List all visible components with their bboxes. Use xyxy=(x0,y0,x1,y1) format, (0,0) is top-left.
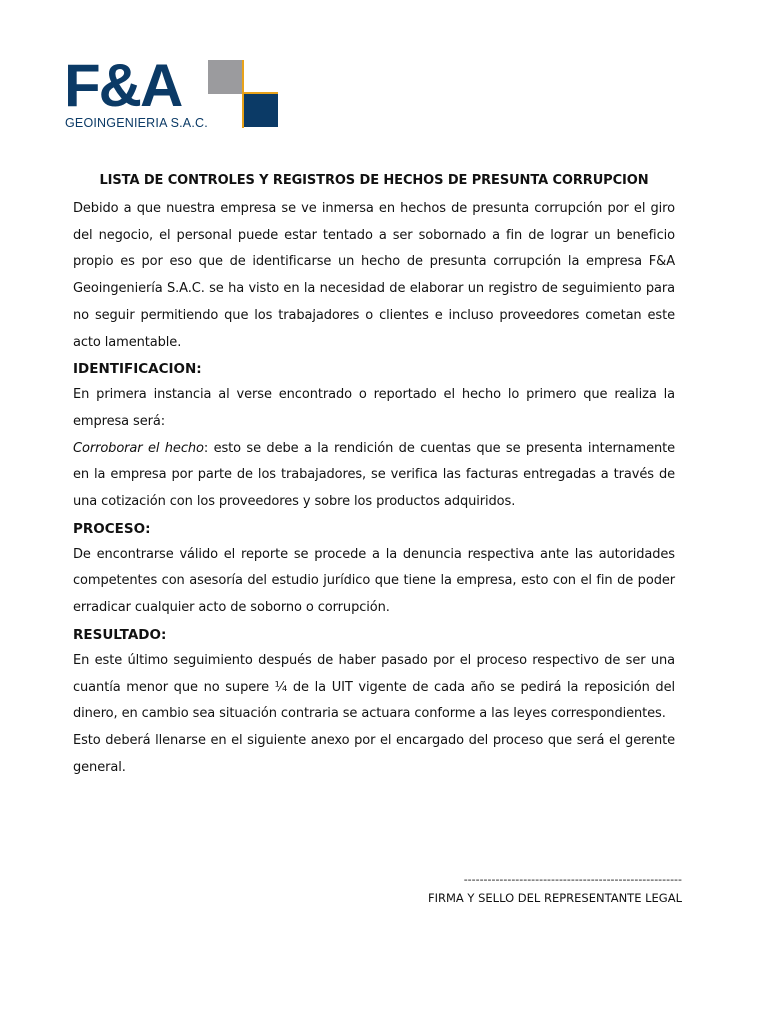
identificacion-paragraph-2-text: : esto se debe a la rendición de cuentas que se presenta internamente en la empresa por parte de los trabajadores, se verifica las facturas entregadas a través de una cotización con los proveedores y sobre los productos adquiridos. xyxy=(73,440,675,510)
document-body xyxy=(73,170,675,781)
identificacion-paragraph-2 xyxy=(73,436,675,516)
document-title: LISTA DE CONTROLES Y REGISTROS DE HECHOS DE PRESUNTA CORRUPCION xyxy=(99,173,649,188)
signature-block xyxy=(420,872,682,908)
section-heading-resultado: RESULTADO: xyxy=(73,626,167,643)
identificacion-paragraph-1: En primera instancia al verse encontrado o reportado el hecho lo primero que realiza la empresa será: xyxy=(73,387,675,429)
section-heading-identificacion: IDENTIFICACION: xyxy=(73,361,202,378)
logo-subtitle: GEOINGENIERIA S.A.C. xyxy=(65,116,208,130)
section-heading-proceso: PROCESO: xyxy=(73,520,151,537)
identificacion-italic-term: Corroborar el hecho xyxy=(73,440,204,456)
intro-paragraph: Debido a que nuestra empresa se ve inmersa en hechos de presunta corrupción por el giro del negocio, el personal puede estar tentado a ser sobornado a fin de lograr un beneficio propio es por eso que de identificarse un hecho de presunta corrupción la empresa F&A Geoingeniería S.A.C. se ha visto en la necesidad de elaborar un registro de seguimiento para no seguir permitiendo que los trabajadores o clientes e incluso proveedores cometan este acto lamentable. xyxy=(73,201,675,350)
proceso-paragraph: De encontrarse válido el reporte se procede a la denuncia respectiva ante las autoridades competentes con asesoría del estudio jurídico que tiene la empresa, esto con el fin de poder erradicar cualquier acto de soborno o corrupción. xyxy=(73,546,675,616)
logo-accent-line-horizontal xyxy=(242,92,278,94)
logo-accent-line-vertical xyxy=(242,60,244,128)
resultado-paragraph-2: Esto deberá llenarse en el siguiente anexo por el encargado del proceso que será el gerente general. xyxy=(73,732,675,775)
logo-blue-square xyxy=(244,94,278,127)
company-logo xyxy=(64,52,280,130)
signature-line: ------------------------------------------------------- xyxy=(463,873,682,886)
signature-label: FIRMA Y SELLO DEL REPRESENTANTE LEGAL xyxy=(427,891,682,905)
logo-gray-square xyxy=(208,60,244,94)
resultado-paragraph-1: En este último seguimiento después de haber pasado por el proceso respectivo de ser una cuantía menor que no supere ¼ de la UIT vigente de cada año se pedirá la reposición del dinero, en cambio sea situación contraria se actuara conforme a las leyes correspondientes. xyxy=(73,652,675,722)
logo-brand: F&A xyxy=(64,52,182,119)
